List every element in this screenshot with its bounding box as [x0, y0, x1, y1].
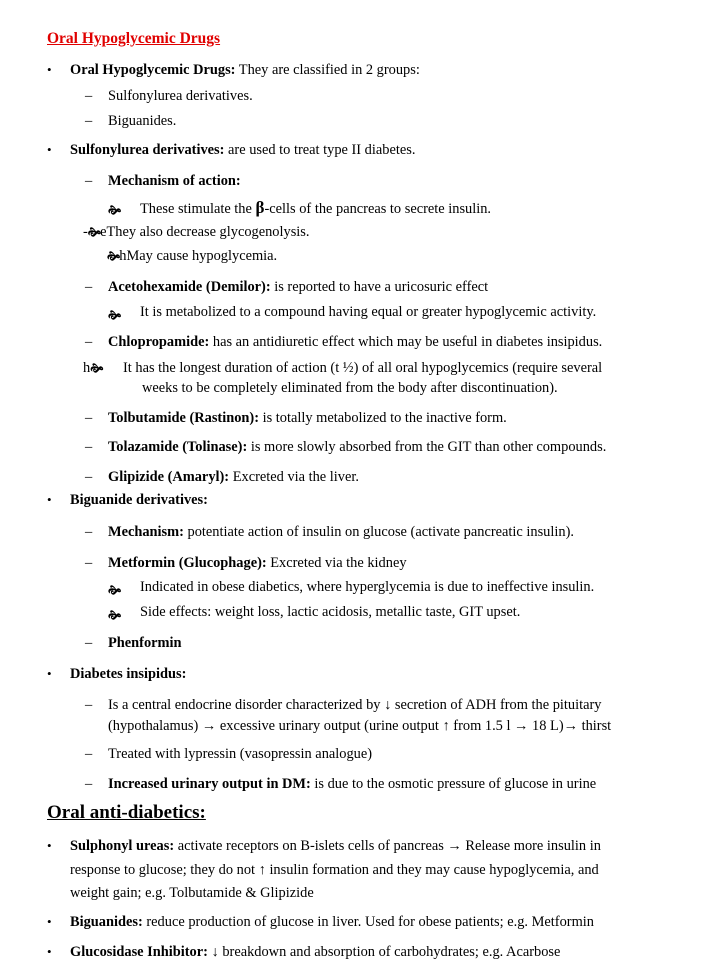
- hypo-text: May cause hypoglycemia.: [126, 248, 278, 264]
- bullet: •: [47, 944, 52, 959]
- dash: –: [85, 410, 93, 426]
- document-title: Oral Hypoglycemic Drugs: [47, 30, 221, 47]
- biguanides-label: Biguanides:: [70, 914, 143, 930]
- wing-icon: 🙞: [90, 361, 103, 375]
- sulphonyl-ureas-line-3: weight gain; e.g. Tolbutamide & Glipizide: [70, 885, 314, 901]
- dash: –: [85, 334, 93, 350]
- hypoglycemia-line: [107, 248, 277, 265]
- glycogenolysis-line: [83, 224, 310, 241]
- dash: –: [85, 469, 93, 485]
- bullet: •: [47, 666, 52, 681]
- bullet: •: [47, 142, 52, 157]
- acetohexamide-sub: It is metabolized to a compound having equal or greater hypoglycemic activity.: [140, 304, 597, 320]
- metformin-label: Metformin (Glucophage):: [108, 555, 267, 571]
- dash: –: [85, 697, 93, 713]
- glyco-prefix: -: [83, 224, 88, 240]
- moa-label: Mechanism of action:: [108, 173, 241, 189]
- chlopropamide-label: Chlopropamide:: [108, 334, 210, 350]
- acetohexamide-text: is reported to have a uricosuric effect: [270, 279, 489, 295]
- groups-label: Oral Hypoglycemic Drugs:: [70, 62, 236, 78]
- dash: –: [85, 279, 93, 295]
- insipidus-line-1: Is a central endocrine disorder characterized by ↓ secretion of ADH from the pituitary: [108, 697, 602, 713]
- dash: –: [85, 555, 93, 571]
- mechanism-text: potentiate action of insulin on glucose (activate pancreatic insulin).: [183, 524, 574, 540]
- insipidus-label: Diabetes insipidus:: [70, 666, 187, 682]
- groups-item-2: Biguanides.: [108, 113, 177, 129]
- bullet: •: [47, 492, 52, 507]
- wing-icon: 🙞: [108, 608, 121, 622]
- sulphonyl-ureas-line-1: [70, 838, 601, 855]
- metformin-sub-1: Indicated in obese diabetics, where hyperglycemia is due to ineffective insulin.: [140, 579, 595, 595]
- chlopropamide-sub-prefix: [83, 360, 103, 377]
- phenformin-label: Phenformin: [108, 635, 182, 651]
- chlopropamide-text: has an antidiuretic effect which may be useful in diabetes insipidus.: [209, 334, 603, 350]
- insipidus-line-2: (hypothalamus) → excessive urinary output (urine output ↑ from 1.5 l → 18 L)→ thirst: [108, 718, 612, 734]
- wing-icon: 🙞: [107, 249, 120, 263]
- acetohexamide-label: Acetohexamide (Demilor):: [108, 279, 271, 295]
- sulphonyl-ureas-text-1: activate receptors on B-islets cells of pancreas → Release more insulin in: [174, 838, 601, 854]
- wing-icon: 🙞: [87, 225, 101, 239]
- chlopropamide-sub-1: It has the longest duration of action (t ½) of all oral hypoglycemics (require several: [123, 360, 603, 376]
- dm-text: is due to the osmotic pressure of glucose in urine: [310, 776, 597, 792]
- hypo-mid: h: [119, 248, 127, 264]
- dash: –: [85, 524, 93, 540]
- groups-paragraph: [70, 62, 420, 79]
- moa-text-post: -cells of the pancreas to secrete insulin.: [264, 201, 492, 217]
- moa-text: [140, 199, 491, 218]
- groups-item-1: Sulfonylurea derivatives.: [108, 88, 253, 104]
- sulfonylurea-text: are used to treat type II diabetes.: [224, 142, 416, 158]
- biguanides-text: reduce production of glucose in liver. Used for obese patients; e.g. Metformin: [142, 914, 594, 930]
- glucosidase-line: [70, 944, 560, 961]
- sulphonyl-ureas-label: Sulphonyl ureas:: [70, 838, 175, 854]
- glipizide-label: Glipizide (Amaryl):: [108, 469, 230, 485]
- metformin-text: Excreted via the kidney: [266, 555, 407, 571]
- tolbutamide-text: is totally metabolized to the inactive form.: [259, 410, 507, 426]
- groups-text: They are classified in 2 groups:: [235, 62, 420, 78]
- mechanism-label: Mechanism:: [108, 524, 184, 540]
- sulfonylurea-label: Sulfonylurea derivatives:: [70, 142, 225, 158]
- wing-icon: 🙞: [108, 203, 121, 217]
- biguanides-line: [70, 914, 594, 931]
- sulfonylurea-paragraph: [70, 142, 415, 159]
- glucosidase-text: ↓ breakdown and absorption of carbohydrates; e.g. Acarbose: [207, 944, 561, 960]
- tolbutamide-line: [108, 410, 507, 427]
- glyco-text: They also decrease glycogenolysis.: [106, 224, 310, 240]
- chlopropamide-sub-2: weeks to be completely eliminated from the body after discontinuation).: [142, 380, 558, 396]
- tolazamide-text: is more slowly absorbed from the GIT than other compounds.: [247, 439, 607, 455]
- insipidus-treated: Treated with lypressin (vasopressin analogue): [108, 746, 373, 762]
- bullet: •: [47, 62, 52, 77]
- metformin-sub-2: Side effects: weight loss, lactic acidosis, metallic taste, GIT upset.: [140, 604, 521, 620]
- dash: –: [85, 439, 93, 455]
- dash: –: [85, 776, 93, 792]
- moa-text-pre: These stimulate the: [140, 201, 256, 217]
- wing-icon: 🙞: [108, 583, 121, 597]
- glucosidase-label: Glucosidase Inhibitor:: [70, 944, 208, 960]
- metformin-line: [108, 555, 407, 572]
- wing-icon: 🙞: [108, 308, 121, 322]
- dash: –: [85, 88, 93, 104]
- dash: –: [85, 746, 93, 762]
- glyco-mid: e: [100, 224, 107, 240]
- tolazamide-label: Tolazamide (Tolinase):: [108, 439, 248, 455]
- bullet: •: [47, 838, 52, 853]
- dash: –: [85, 113, 93, 129]
- chlopropamide-line: [108, 334, 602, 351]
- biguanide-mechanism-line: [108, 524, 574, 541]
- tolazamide-line: [108, 439, 606, 456]
- section-heading-antidiabetics: Oral anti-diabetics:: [47, 802, 206, 823]
- dm-label: Increased urinary output in DM:: [108, 776, 311, 792]
- biguanide-label: Biguanide derivatives:: [70, 492, 208, 508]
- dash: –: [85, 173, 93, 189]
- sulphonyl-ureas-line-2: response to glucose; they do not ↑ insulin formation and they may cause hypoglycemia, and: [70, 862, 599, 878]
- beta-symbol: β: [255, 198, 265, 217]
- acetohexamide-line: [108, 279, 488, 296]
- dash: –: [85, 635, 93, 651]
- insipidus-dm-line: [108, 776, 596, 793]
- tolbutamide-label: Tolbutamide (Rastinon):: [108, 410, 259, 426]
- bullet: •: [47, 914, 52, 929]
- chlo-prefix: h: [83, 360, 91, 376]
- glipizide-text: Excreted via the liver.: [229, 469, 359, 485]
- glipizide-line: [108, 469, 359, 486]
